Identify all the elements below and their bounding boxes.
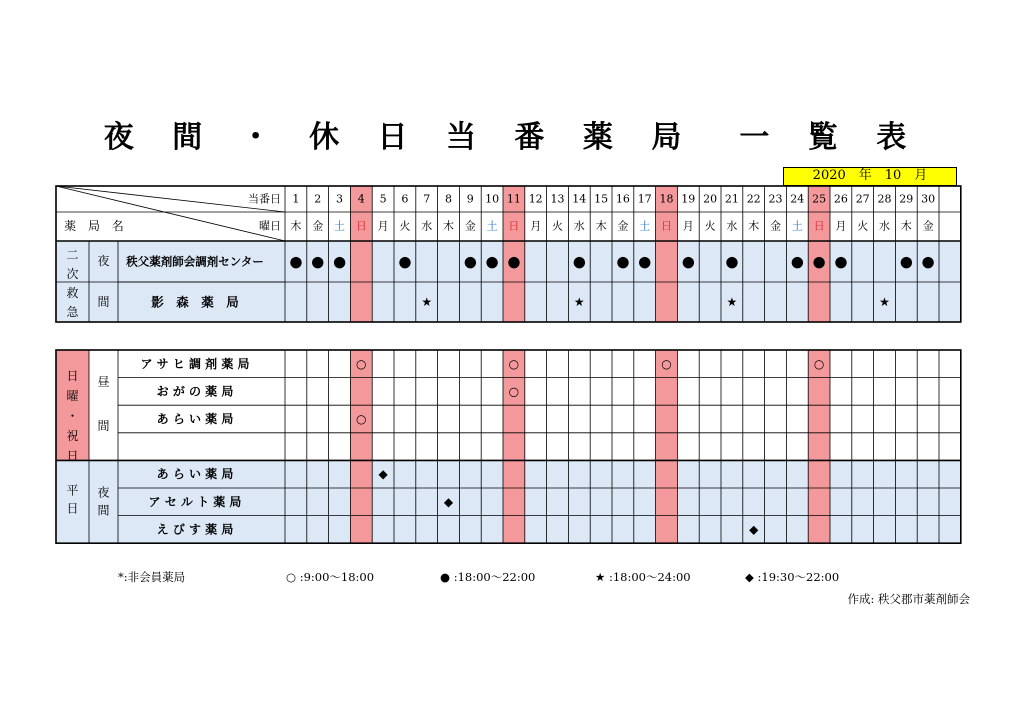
duty-mark: ○ bbox=[813, 356, 825, 371]
pharmacy-name: 影 森 薬 局 bbox=[151, 294, 239, 310]
duty-mark: ● bbox=[311, 252, 325, 271]
section1-category-char: 救 bbox=[66, 286, 79, 300]
year-month-box: 2020 年 10 月 bbox=[783, 167, 957, 186]
duty-mark: ● bbox=[834, 252, 848, 271]
weekday-label: 月 bbox=[682, 219, 694, 233]
pharmacy-name: え び す 薬 局 bbox=[156, 522, 234, 537]
duty-mark: ★ bbox=[879, 295, 890, 309]
day-number: 25 bbox=[812, 192, 827, 206]
pharmacy-name: あ ら い 薬 局 bbox=[156, 467, 234, 482]
holiday-column bbox=[350, 186, 372, 322]
section1-category-char: 急 bbox=[66, 305, 79, 319]
weekday-period-top: 夜 bbox=[97, 485, 110, 500]
day-number: 30 bbox=[921, 192, 936, 206]
weekday-label: 木 bbox=[748, 219, 760, 233]
day-number: 7 bbox=[423, 192, 431, 206]
weekday-label: 金 bbox=[770, 219, 781, 233]
holiday-period-top: 昼 bbox=[97, 375, 110, 389]
holiday-category-char: 日 bbox=[66, 449, 79, 463]
duty-mark: ● bbox=[725, 252, 739, 271]
weekday-label: 土 bbox=[334, 219, 345, 233]
weekday-label: 水 bbox=[573, 219, 585, 233]
day-number: 23 bbox=[768, 192, 783, 206]
weekday-label: 月 bbox=[377, 219, 389, 233]
day-number: 2 bbox=[314, 192, 322, 206]
day-number: 9 bbox=[466, 192, 474, 206]
weekday-label: 水 bbox=[726, 219, 738, 233]
weekday-label: 日 bbox=[508, 219, 520, 233]
legend-circle: ○ :9:00～18:00 bbox=[286, 570, 375, 584]
day-number: 10 bbox=[485, 192, 500, 206]
footer-credit: 作成: 秩父郡市薬剤師会 bbox=[847, 592, 970, 606]
duty-mark: ● bbox=[507, 252, 521, 271]
duty-mark: ● bbox=[463, 252, 477, 271]
duty-mark: ★ bbox=[573, 295, 585, 309]
holiday-category-cell bbox=[56, 350, 89, 460]
weekday-label: 土 bbox=[486, 219, 498, 233]
duty-mark: ○ bbox=[661, 356, 672, 371]
weekday-label: 火 bbox=[399, 219, 411, 233]
duty-mark: ○ bbox=[356, 412, 367, 426]
duty-mark: ○ bbox=[508, 356, 520, 371]
pharmacy-name-label: 薬 局 名 bbox=[64, 219, 128, 233]
duty-mark: ● bbox=[485, 252, 499, 271]
duty-mark: ● bbox=[638, 252, 652, 271]
weekday-label: 金 bbox=[312, 219, 324, 233]
weekday-label: 金 bbox=[617, 219, 629, 233]
day-number: 11 bbox=[506, 192, 521, 206]
day-number: 27 bbox=[855, 192, 870, 206]
day-number: 19 bbox=[681, 192, 696, 206]
day-number: 16 bbox=[615, 192, 630, 206]
weekday-label: 土 bbox=[791, 219, 803, 233]
weekday-label: 日 bbox=[661, 219, 672, 233]
duty-mark: ● bbox=[681, 252, 695, 271]
duty-day-label: 当番日 bbox=[248, 192, 281, 206]
duty-mark: ● bbox=[616, 252, 630, 271]
duty-mark: ★ bbox=[726, 295, 738, 309]
day-number: 18 bbox=[659, 192, 674, 206]
day-number: 14 bbox=[572, 192, 587, 206]
day-number: 22 bbox=[746, 192, 761, 206]
weekday-label: 土 bbox=[639, 219, 651, 233]
holiday-column bbox=[350, 350, 372, 543]
day-number: 3 bbox=[336, 192, 343, 206]
day-number: 8 bbox=[445, 192, 452, 206]
duty-mark: ◆ bbox=[443, 494, 454, 509]
weekday-period-bottom: 間 bbox=[97, 503, 110, 518]
duty-mark: ○ bbox=[356, 356, 367, 371]
duty-mark: ● bbox=[332, 252, 347, 271]
holiday-column bbox=[656, 186, 678, 322]
pharmacy-name: ア セ ル ト 薬 局 bbox=[148, 494, 242, 509]
day-number: 5 bbox=[379, 192, 387, 206]
weekday-label: 水 bbox=[879, 219, 890, 233]
pharmacy-name: お が の 薬 局 bbox=[156, 384, 234, 399]
section1-period-bottom: 間 bbox=[97, 295, 110, 309]
duty-mark: ● bbox=[289, 252, 303, 271]
section1-category-char: 次 bbox=[66, 267, 79, 281]
day-number: 20 bbox=[703, 192, 718, 206]
weekday-header-label: 曜日 bbox=[259, 219, 281, 233]
duty-mark: ● bbox=[899, 252, 913, 271]
duty-mark: ○ bbox=[508, 384, 520, 399]
day-number: 1 bbox=[292, 192, 300, 206]
duty-mark: ● bbox=[398, 252, 412, 271]
duty-mark: ◆ bbox=[378, 467, 388, 482]
holiday-category-char: ・ bbox=[66, 409, 79, 423]
holiday-column bbox=[656, 350, 678, 543]
duty-mark: ● bbox=[572, 252, 586, 271]
day-number: 15 bbox=[594, 192, 609, 206]
page-title: 夜 間 ・ 休 日 当 番 薬 局 一 覧 表 bbox=[103, 120, 921, 155]
weekday-label: 木 bbox=[290, 219, 302, 233]
section1-period-top: 夜 bbox=[97, 254, 110, 268]
holiday-period-bottom: 間 bbox=[97, 419, 110, 433]
holiday-category-char: 祝 bbox=[66, 429, 79, 443]
weekday-label: 金 bbox=[464, 219, 476, 233]
weekday-label: 木 bbox=[443, 219, 454, 233]
weekday-label: 木 bbox=[900, 219, 912, 233]
holiday-column bbox=[808, 350, 830, 543]
weekday-label: 木 bbox=[595, 219, 607, 233]
legend-dot: ● :18:00～22:00 bbox=[440, 570, 536, 584]
holiday-category-char: 日 bbox=[66, 369, 79, 383]
pharmacy-name: ア サ ヒ 調 剤 薬 局 bbox=[140, 356, 250, 371]
weekday-label: 月 bbox=[530, 219, 542, 233]
legend-nonmember: *:非会員薬局 bbox=[118, 570, 186, 584]
weekday-label: 金 bbox=[922, 219, 934, 233]
pharmacy-name: 秩父薬剤師会調剤センター bbox=[126, 254, 264, 269]
weekday-label: 火 bbox=[857, 219, 869, 233]
duty-mark: ◆ bbox=[749, 522, 759, 537]
weekday-label: 火 bbox=[552, 219, 563, 233]
weekday-label: 日 bbox=[355, 219, 367, 233]
duty-mark: ● bbox=[921, 252, 935, 271]
day-number: 6 bbox=[401, 192, 409, 206]
day-number: 12 bbox=[528, 192, 543, 206]
weekday-category-char: 平 bbox=[66, 483, 79, 498]
weekday-label: 水 bbox=[421, 219, 433, 233]
day-number: 29 bbox=[899, 192, 914, 206]
weekday-category-char: 日 bbox=[66, 501, 79, 516]
day-number: 13 bbox=[550, 192, 565, 206]
day-number: 28 bbox=[877, 192, 892, 206]
duty-mark: ● bbox=[812, 252, 826, 271]
day-number: 17 bbox=[637, 192, 652, 206]
holiday-category-char: 曜 bbox=[66, 389, 79, 403]
pharmacy-name: あ ら い 薬 局 bbox=[156, 412, 234, 426]
holiday-column bbox=[503, 350, 525, 543]
duty-mark: ● bbox=[790, 252, 804, 271]
weekday-label: 月 bbox=[835, 219, 847, 233]
day-number: 4 bbox=[357, 192, 365, 206]
legend-star: ★ :18:00～24:00 bbox=[595, 570, 691, 584]
weekday-label: 日 bbox=[813, 219, 825, 233]
duty-mark: ★ bbox=[421, 295, 433, 309]
day-number: 21 bbox=[724, 192, 739, 206]
section1-category-char: 二 bbox=[66, 248, 79, 262]
legend-diamond: ◆ :19:30～22:00 bbox=[745, 570, 840, 584]
day-number: 26 bbox=[833, 192, 848, 206]
day-number: 24 bbox=[790, 192, 805, 206]
weekday-label: 火 bbox=[704, 219, 716, 233]
legend bbox=[0, 569, 1024, 589]
